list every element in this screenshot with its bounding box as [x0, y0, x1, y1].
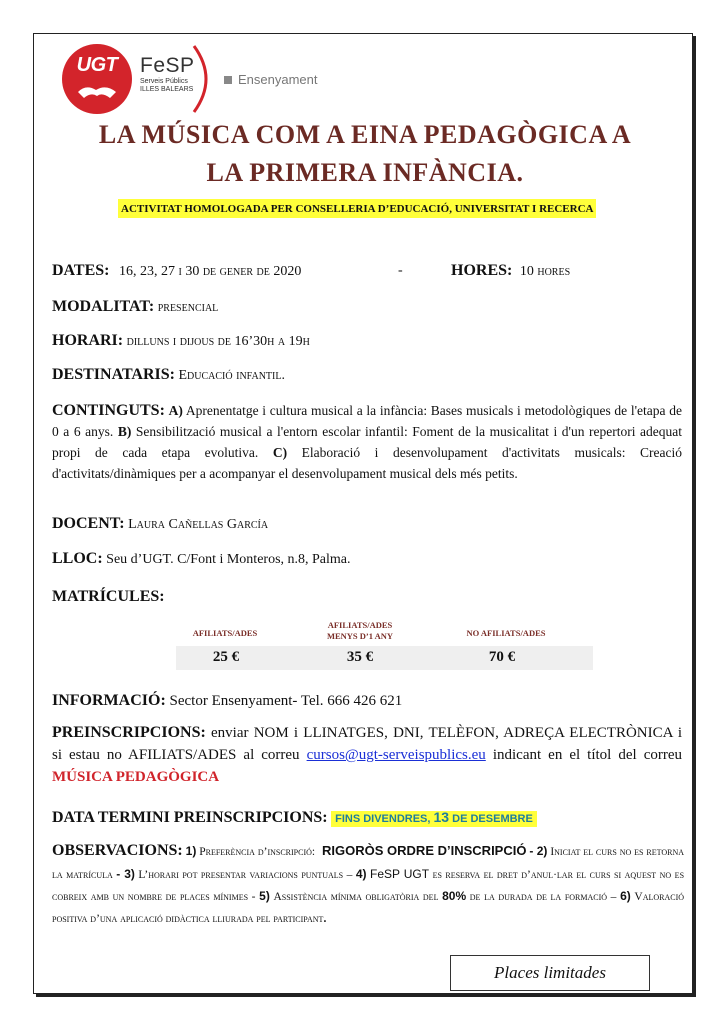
modality-row: MODALITAT: presencial — [52, 298, 219, 315]
square-icon — [224, 76, 232, 84]
frame-shadow — [36, 994, 696, 997]
section-label: Ensenyament — [224, 72, 318, 87]
dates-row: DATES: 16, 23, 27 i 30 de gener de 2020 — [52, 262, 302, 279]
ugt-logo-text: UGT — [76, 54, 118, 76]
fesp-subtitle: Serveis Públics — [140, 78, 188, 85]
fesp-logo — [140, 54, 195, 94]
fesp-arc-icon — [190, 44, 220, 114]
fesp-subtitle: ILLES BALEARS — [140, 86, 194, 93]
fee-header: AFILIATS/ADES — [192, 628, 258, 638]
info-row: INFORMACIÓ: Sector Ensenyament- Tel. 666 426 621 — [52, 692, 403, 709]
place-row: LLOC: Seu d’UGT. C/Font i Monteros, n.8, Palma. — [52, 550, 351, 567]
homologation-banner: ACTIVITAT HOMOLOGADA PER CONSELLERIA D’EDUCACIÓ, UNIVERSITAT I RECERCA — [118, 199, 596, 218]
ugt-logo — [62, 44, 132, 114]
audience-row: DESTINATARIS: Educació infantil. — [52, 366, 285, 383]
observations-paragraph: OBSERVACIONS: 1) Preferència d’inscripció: RIGORÒS ORDRE D’INSCRIPCIÓ - 2) Iniciat el curs no es retorna la matrícula - 3) L’horari pot presentar variacions puntuals – 4) FeSP UGT es reserva el dret d’anul·lar el curs si aquest no es cobreix amb un nombre de places mínimes - 5) Assistència mínima obligatòria del 80% de la durada de la formació – 6) Valoració positiva d’una aplicació didàctica lliurada pel participant. — [52, 842, 685, 925]
places-limited-box: Places limitades — [450, 955, 650, 991]
email-subject: MÚSICA PEDAGÒGICA — [52, 769, 220, 785]
fesp-title: FeSP — [140, 54, 195, 77]
fee-price: 25 € — [212, 649, 240, 665]
contents-paragraph: CONTINGUTS: A) Aprenentatge i cultura musical a la infància: Bases musicals i metodològiques de l'etapa de 0 a 6 anys. B) Sensibilització musical a l'entorn escolar infantil: Foment de la musicalitat i d'un repertori adequat propi de cada etapa evolutiva. C) Elaboració i desenvolupament d'activitats musicals: Creació d'activitats/dinàmiques per a acompanyar el desenvolupament musical dels més petits. — [52, 402, 683, 481]
fee-price: 70 € — [488, 649, 516, 665]
dates-separator: - — [398, 263, 403, 278]
deadline-row: DATA TERMINI PREINSCRIPCIONS: FINS DIVENDRES, 13 DE DESEMBRE — [52, 808, 537, 828]
teacher-row: DOCENT: Laura Cañellas García — [52, 515, 269, 532]
handshake-icon — [76, 80, 118, 102]
fee-header: NO AFILIATS/ADES — [466, 628, 546, 638]
fees-table — [176, 620, 593, 670]
schedule-row: HORARI: dilluns i dijous de 16’30h a 19h — [52, 332, 310, 349]
preregistration-paragraph: PREINSCRIPCIONS: enviar NOM i LLINATGES, DNI, TELÈFON, ADREÇA ELECTRÒNICA i si estau no AFILIATS/ADES al correu cursos@ugt-serveispublics.eu indicant en el títol del correu MÚSICA PEDAGÒGICA — [52, 724, 683, 785]
page-title: LA MÚSICA COM A EINA PEDAGÒGICA A LA PRIMERA INFÀNCIA. — [98, 120, 632, 187]
email-link[interactable]: cursos@ugt-serveispublics.eu — [306, 747, 486, 763]
frame-shadow — [693, 36, 696, 997]
fees-heading: MATRÍCULES: — [52, 588, 165, 605]
fee-header: AFILIATS/ADES MENYS D’1 ANY — [326, 620, 394, 641]
hours-row: HORES: 10 hores — [451, 262, 571, 279]
fee-price: 35 € — [346, 649, 374, 665]
dates-value: 16, 23, 27 i 30 de gener de 2020 — [119, 264, 302, 279]
deadline-highlight: FINS DIVENDRES, 13 DE DESEMBRE — [331, 811, 537, 827]
